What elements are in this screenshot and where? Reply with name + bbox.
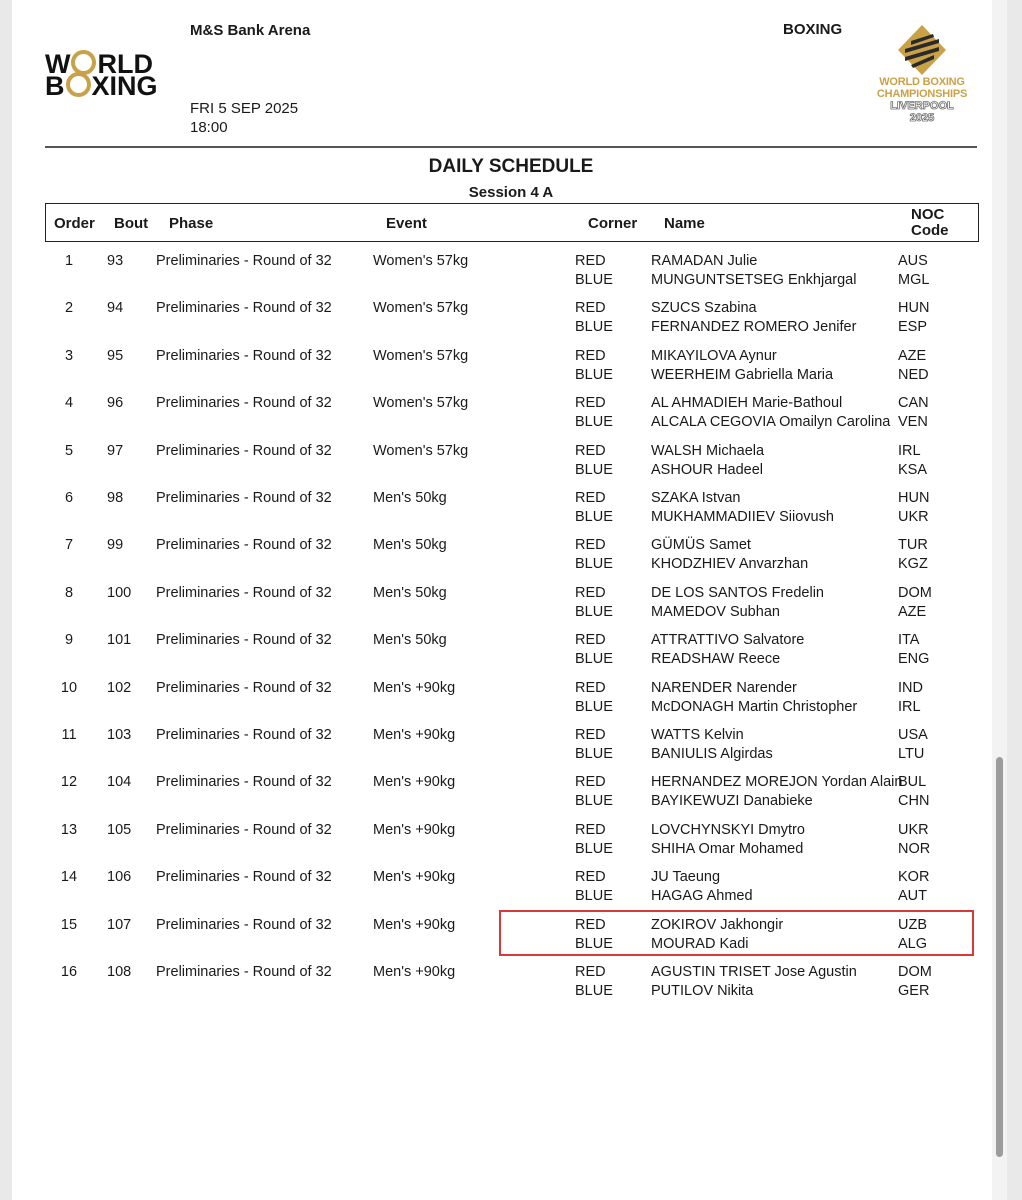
table-header <box>45 203 979 242</box>
table-row <box>12 299 1010 337</box>
cell-red-noc: HUN <box>898 490 930 506</box>
cell-red-corner: RED <box>575 584 606 601</box>
col-bout: Bout <box>114 215 149 232</box>
cell-event: Men's 50kg <box>373 490 447 506</box>
cell-event: Men's 50kg <box>373 584 447 601</box>
cell-blue-noc: KSA <box>898 461 928 478</box>
cell-event: Men's +90kg <box>373 727 456 743</box>
cell-red-noc: IND <box>898 679 923 696</box>
cell-blue-corner: BLUE <box>575 651 613 668</box>
cell-red-corner: RED <box>575 964 606 980</box>
cell-order: 8 <box>64 584 74 601</box>
cell-phase: Preliminaries - Round of 32 <box>156 537 332 554</box>
cell-bout: 103 <box>107 727 132 743</box>
cell-red-corner: RED <box>575 632 606 649</box>
cell-order: 10 <box>60 679 78 696</box>
cell-phase: Preliminaries - Round of 32 <box>156 869 332 886</box>
cell-bout: 99 <box>107 537 124 554</box>
cell-bout: 93 <box>107 253 124 269</box>
cell-red-noc: KOR <box>898 869 930 886</box>
world-boxing-logo: W RLD B XING <box>45 49 158 101</box>
col-noc-code: NOC Code <box>911 206 949 239</box>
cell-order: 13 <box>60 821 78 838</box>
cell-blue-corner: BLUE <box>575 319 613 336</box>
cell-bout: 96 <box>107 395 124 412</box>
cell-red-name: DE LOS SANTOS Fredelin <box>651 584 824 601</box>
cell-order: 3 <box>64 347 74 364</box>
cell-red-corner: RED <box>575 347 606 364</box>
cell-event: Women's 57kg <box>373 395 469 412</box>
cell-event: Men's +90kg <box>373 964 456 980</box>
cell-red-name: HERNANDEZ MOREJON Yordan Alain <box>651 774 903 791</box>
cell-event: Men's 50kg <box>373 537 447 554</box>
table-row <box>12 963 1010 1001</box>
cell-bout: 106 <box>107 869 132 886</box>
cell-red-corner: RED <box>575 253 606 269</box>
cell-red-noc: AZE <box>898 347 927 364</box>
scrollbar-track[interactable] <box>992 0 1007 1200</box>
table-row <box>12 442 1010 480</box>
cell-bout: 94 <box>107 300 124 317</box>
cell-event: Women's 57kg <box>373 300 469 317</box>
schedule-page <box>12 0 1007 1200</box>
cell-red-corner: RED <box>575 442 606 459</box>
cell-blue-noc: NOR <box>898 840 931 857</box>
cell-blue-name: MUKHAMMADIIEV Siiovush <box>651 509 834 525</box>
cell-blue-corner: BLUE <box>575 746 613 762</box>
cell-red-name: NARENDER Narender <box>651 679 797 696</box>
cell-phase: Preliminaries - Round of 32 <box>156 916 332 933</box>
cell-blue-corner: BLUE <box>575 983 613 999</box>
cell-red-name: GÜMÜS Samet <box>651 537 751 554</box>
cell-blue-noc: ENG <box>898 651 930 668</box>
cell-blue-name: McDONAGH Martin Christopher <box>651 698 858 715</box>
cell-bout: 104 <box>107 774 132 791</box>
cell-blue-corner: BLUE <box>575 414 613 431</box>
cell-blue-name: ALCALA CEGOVIA Omailyn Carolina <box>651 414 891 431</box>
cell-blue-name: READSHAW Reece <box>651 651 781 668</box>
cell-blue-corner: BLUE <box>575 272 613 288</box>
highlight-box <box>499 910 974 956</box>
cell-blue-noc: AZE <box>898 603 927 620</box>
cell-order: 14 <box>60 869 78 886</box>
cell-red-corner: RED <box>575 679 606 696</box>
cell-phase: Preliminaries - Round of 32 <box>156 442 332 459</box>
cell-red-name: MIKAYILOVA Aynur <box>651 347 777 364</box>
cell-blue-corner: BLUE <box>575 509 613 525</box>
ring-icon <box>66 72 91 97</box>
venue-name: M&S Bank Arena <box>190 22 311 39</box>
cell-event: Women's 57kg <box>373 253 469 269</box>
cell-blue-name: ASHOUR Hadeel <box>651 461 764 478</box>
cell-blue-corner: BLUE <box>575 556 613 573</box>
cell-order: 16 <box>60 964 78 980</box>
session-date: FRI 5 SEP 2025 <box>190 100 299 117</box>
cell-bout: 100 <box>107 584 132 601</box>
cell-blue-name: HAGAG Ahmed <box>651 888 753 905</box>
cell-blue-corner: BLUE <box>575 698 613 715</box>
page-title: DAILY SCHEDULE <box>428 156 594 177</box>
cell-order: 12 <box>60 774 78 791</box>
cell-red-corner: RED <box>575 300 606 317</box>
table-row <box>12 631 1010 669</box>
cell-bout: 101 <box>107 632 132 649</box>
sport-label: BOXING <box>783 21 843 38</box>
cell-order: 5 <box>64 442 74 459</box>
cell-blue-noc: NED <box>898 366 929 383</box>
cell-phase: Preliminaries - Round of 32 <box>156 821 332 838</box>
cell-blue-name: BAYIKEWUZI Danabieke <box>651 793 813 810</box>
cell-order: 4 <box>64 395 74 412</box>
cell-event: Men's +90kg <box>373 916 456 933</box>
cell-event: Men's +90kg <box>373 679 456 696</box>
table-row <box>12 394 1010 432</box>
cell-blue-noc: ESP <box>898 319 928 336</box>
table-row <box>12 821 1010 859</box>
table-row <box>12 489 1010 527</box>
cell-red-name: RAMADAN Julie <box>651 253 758 269</box>
table-row <box>12 347 1010 385</box>
cell-event: Women's 57kg <box>373 347 469 364</box>
cell-blue-name: FERNANDEZ ROMERO Jenifer <box>651 319 857 336</box>
championships-emblem: WORLD BOXING CHAMPIONSHIPS LIVERPOOL 2025 <box>867 24 977 136</box>
cell-event: Men's +90kg <box>373 869 456 886</box>
cell-phase: Preliminaries - Round of 32 <box>156 395 332 412</box>
cell-red-name: SZUCS Szabina <box>651 300 757 317</box>
cell-red-name: LOVCHYNSKYI Dmytro <box>651 821 805 838</box>
cell-bout: 107 <box>107 916 132 933</box>
cell-blue-noc: IRL <box>898 698 921 715</box>
cell-blue-corner: BLUE <box>575 603 613 620</box>
cell-event: Women's 57kg <box>373 442 469 459</box>
cell-red-name: WALSH Michaela <box>651 442 765 459</box>
table-row <box>12 584 1010 622</box>
cell-blue-noc: GER <box>898 983 930 999</box>
cell-blue-corner: BLUE <box>575 366 613 383</box>
header-divider <box>45 146 977 148</box>
cell-red-noc: ITA <box>898 632 920 649</box>
cell-blue-name: MAMEDOV Subhan <box>651 603 780 620</box>
col-name: Name <box>664 215 705 232</box>
cell-phase: Preliminaries - Round of 32 <box>156 964 332 980</box>
table-row <box>12 536 1010 574</box>
cell-blue-name: MOURAD Kadi <box>651 935 749 952</box>
cell-event: Men's +90kg <box>373 774 456 791</box>
diamond-emblem-icon <box>897 24 947 76</box>
cell-blue-name: SHIHA Omar Mohamed <box>651 840 804 857</box>
cell-red-corner: RED <box>575 727 606 743</box>
cell-red-name: AGUSTIN TRISET Jose Agustin <box>651 964 857 980</box>
cell-red-noc: DOM <box>898 584 932 601</box>
cell-red-corner: RED <box>575 490 606 506</box>
cell-red-corner: RED <box>575 821 606 838</box>
cell-red-corner: RED <box>575 774 606 791</box>
cell-red-corner: RED <box>575 916 606 933</box>
cell-red-noc: CAN <box>898 395 929 412</box>
cell-order: 9 <box>64 632 74 649</box>
cell-red-noc: BUL <box>898 774 927 791</box>
cell-red-noc: UZB <box>898 916 927 933</box>
cell-order: 7 <box>64 537 74 554</box>
cell-red-corner: RED <box>575 537 606 554</box>
cell-phase: Preliminaries - Round of 32 <box>156 774 332 791</box>
cell-blue-noc: MGL <box>898 272 930 288</box>
cell-blue-corner: BLUE <box>575 888 613 905</box>
cell-event: Men's 50kg <box>373 632 447 649</box>
cell-blue-noc: ALG <box>898 935 928 952</box>
cell-red-noc: DOM <box>898 964 932 980</box>
cell-bout: 95 <box>107 347 124 364</box>
cell-red-name: JU Taeung <box>651 869 721 886</box>
cell-phase: Preliminaries - Round of 32 <box>156 632 332 649</box>
cell-order: 15 <box>60 916 78 933</box>
cell-bout: 97 <box>107 442 124 459</box>
cell-phase: Preliminaries - Round of 32 <box>156 679 332 696</box>
cell-red-corner: RED <box>575 869 606 886</box>
cell-blue-name: KHODZHIEV Anvarzhan <box>651 556 809 573</box>
session-subtitle: Session 4 A <box>468 184 554 201</box>
table-row <box>12 679 1010 717</box>
table-row <box>12 726 1010 764</box>
col-event: Event <box>386 215 427 232</box>
table-row <box>12 773 1010 811</box>
table-row <box>12 252 1010 290</box>
cell-red-noc: AUS <box>898 253 928 269</box>
cell-phase: Preliminaries - Round of 32 <box>156 300 332 317</box>
cell-phase: Preliminaries - Round of 32 <box>156 727 332 743</box>
cell-bout: 98 <box>107 490 124 506</box>
cell-red-noc: USA <box>898 727 928 743</box>
cell-red-noc: TUR <box>898 537 928 554</box>
cell-bout: 102 <box>107 679 132 696</box>
cell-bout: 105 <box>107 821 132 838</box>
col-order: Order <box>54 215 95 232</box>
cell-blue-noc: CHN <box>898 793 930 810</box>
cell-blue-noc: AUT <box>898 888 927 905</box>
table-row <box>12 868 1010 906</box>
session-time: 18:00 <box>190 119 228 136</box>
cell-red-name: SZAKA Istvan <box>651 490 741 506</box>
cell-red-corner: RED <box>575 395 606 412</box>
cell-phase: Preliminaries - Round of 32 <box>156 584 332 601</box>
cell-blue-corner: BLUE <box>575 793 613 810</box>
cell-red-noc: IRL <box>898 442 921 459</box>
cell-blue-name: MUNGUNTSETSEG Enkhjargal <box>651 272 857 288</box>
session-datetime <box>190 99 298 137</box>
cell-order: 11 <box>61 727 77 743</box>
cell-phase: Preliminaries - Round of 32 <box>156 253 332 269</box>
cell-blue-corner: BLUE <box>575 935 613 952</box>
cell-blue-name: BANIULIS Algirdas <box>651 746 773 762</box>
cell-red-noc: HUN <box>898 300 930 317</box>
cell-blue-noc: VEN <box>898 414 928 431</box>
cell-blue-corner: BLUE <box>575 461 613 478</box>
cell-red-noc: UKR <box>898 821 929 838</box>
cell-event: Men's +90kg <box>373 821 456 838</box>
cell-order: 6 <box>64 490 74 506</box>
cell-blue-corner: BLUE <box>575 840 613 857</box>
cell-phase: Preliminaries - Round of 32 <box>156 347 332 364</box>
cell-red-name: WATTS Kelvin <box>651 727 744 743</box>
cell-red-name: AL AHMADIEH Marie-Bathoul <box>651 395 843 412</box>
cell-blue-noc: KGZ <box>898 556 928 573</box>
cell-blue-name: WEERHEIM Gabriella Maria <box>651 366 834 383</box>
col-corner: Corner <box>588 215 638 232</box>
col-phase: Phase <box>169 215 214 232</box>
cell-order: 1 <box>64 253 74 269</box>
cell-blue-noc: LTU <box>898 746 925 762</box>
cell-blue-noc: UKR <box>898 509 929 525</box>
cell-blue-name: PUTILOV Nikita <box>651 983 754 999</box>
cell-red-name: ATTRATTIVO Salvatore <box>651 632 805 649</box>
cell-red-name: ZOKIROV Jakhongir <box>651 916 784 933</box>
cell-bout: 108 <box>107 964 132 980</box>
cell-order: 2 <box>64 300 74 317</box>
scrollbar-thumb[interactable] <box>996 757 1003 1157</box>
cell-phase: Preliminaries - Round of 32 <box>156 490 332 506</box>
